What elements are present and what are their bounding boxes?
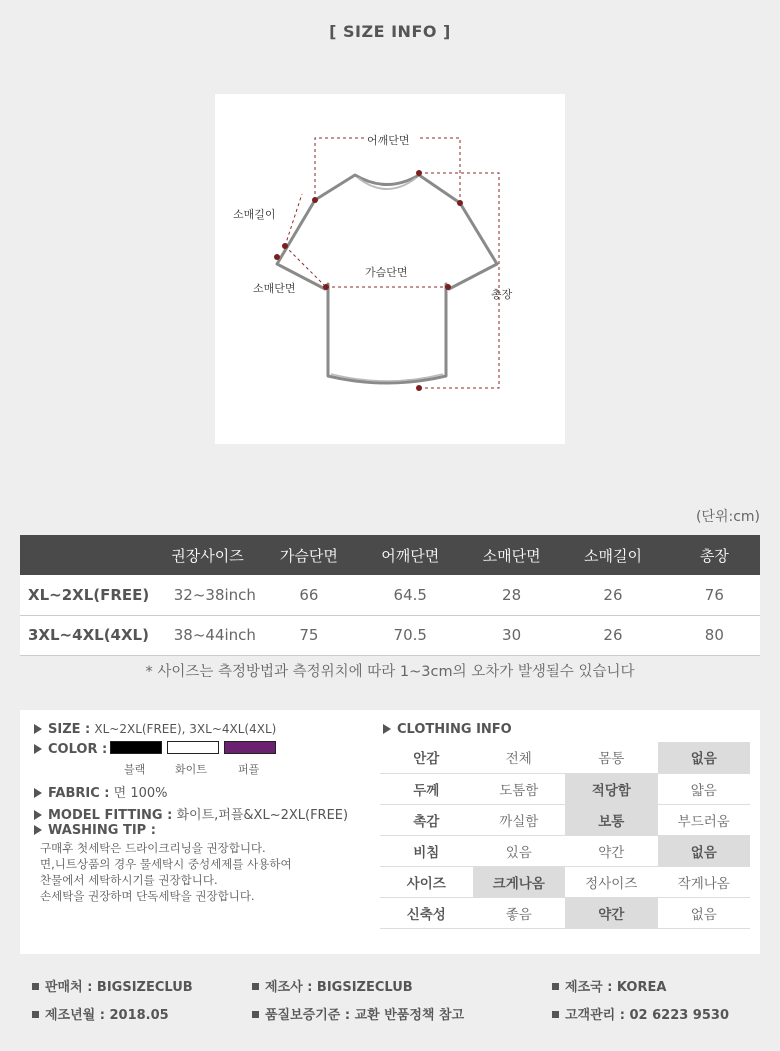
spec-size-value: XL~2XL(FREE), 3XL~4XL(4XL) xyxy=(94,722,277,736)
spec-washing xyxy=(34,823,156,838)
washing-line: 찬물에서 세탁하시기를 권장합니다. xyxy=(40,873,218,887)
footer-country xyxy=(552,976,666,995)
spec-size-label: SIZE : xyxy=(48,722,91,737)
clothing-info-label: 촉감 xyxy=(380,804,473,835)
clothing-info-title-text: CLOTHING INFO xyxy=(397,722,512,737)
unit-label: (단위:cm) xyxy=(695,509,760,525)
clothing-info-row xyxy=(380,835,750,866)
square-bullet-icon xyxy=(32,1011,39,1018)
clothing-info-option: 까실함 xyxy=(473,804,566,835)
square-bullet-icon xyxy=(552,983,559,990)
clothing-info-option: 부드러움 xyxy=(658,804,751,835)
header-total-length: 총장 xyxy=(699,546,729,565)
size-table-header xyxy=(20,535,760,575)
clothing-info-label: 비침 xyxy=(380,835,473,866)
color-swatch-purple xyxy=(224,741,276,754)
page-title: [ SIZE INFO ] xyxy=(329,22,451,41)
total-length-value: 76 xyxy=(669,575,760,615)
sleeve-width-value: 28 xyxy=(466,575,557,615)
clothing-info-option: 작게나옴 xyxy=(658,866,751,897)
clothing-info-row xyxy=(380,773,750,804)
color-name-purple: 퍼플 xyxy=(238,763,260,776)
triangle-bullet-icon xyxy=(34,788,42,798)
recommended-size: 38~44inch xyxy=(152,615,264,655)
spec-size xyxy=(34,722,276,737)
table-row xyxy=(20,615,760,655)
clothing-info-option: 있음 xyxy=(473,835,566,866)
clothing-info-option: 전체 xyxy=(473,742,566,773)
clothing-info-row xyxy=(380,742,750,773)
spec-color xyxy=(34,742,107,757)
spec-fabric-value: 면 100% xyxy=(113,786,168,801)
chest-value: 66 xyxy=(263,575,354,615)
clothing-info-option-selected: 보통 xyxy=(565,804,658,835)
table-row xyxy=(20,575,760,615)
shoulder-value: 70.5 xyxy=(354,615,466,655)
footer-maker xyxy=(252,976,413,995)
square-bullet-icon xyxy=(252,983,259,990)
triangle-bullet-icon xyxy=(34,825,42,835)
label-shoulder: 어깨단면 xyxy=(367,134,410,147)
clothing-info-option: 몸통 xyxy=(565,742,658,773)
clothing-info-option-selected: 적당함 xyxy=(565,773,658,804)
sleeve-length-value: 26 xyxy=(557,615,669,655)
clothing-info-label: 신축성 xyxy=(380,897,473,928)
footer-date xyxy=(32,1004,169,1023)
clothing-info-table xyxy=(380,742,750,929)
clothing-info-option-selected: 없음 xyxy=(658,835,751,866)
sleeve-length-value: 26 xyxy=(557,575,669,615)
measurement-note: * 사이즈는 측정방법과 측정위치에 따라 1~3cm의 오차가 발생될수 있습니다 xyxy=(145,664,635,680)
clothing-info-label: 안감 xyxy=(380,742,473,773)
footer-quality xyxy=(252,1004,464,1023)
footer-cs-text: 고객관리 : 02 6223 9530 xyxy=(565,1008,729,1023)
footer-quality-text: 품질보증기준 : 교환 반품정책 참고 xyxy=(265,1008,465,1023)
washing-line: 손세탁을 권장하며 단독세탁을 권장합니다. xyxy=(40,889,255,903)
clothing-info-label: 사이즈 xyxy=(380,866,473,897)
square-bullet-icon xyxy=(32,983,39,990)
footer-maker-text: 제조사 : BIGSIZECLUB xyxy=(265,980,413,995)
shoulder-value: 64.5 xyxy=(354,575,466,615)
tshirt-diagram xyxy=(215,94,565,444)
label-sleeve-width: 소매단면 xyxy=(253,282,296,295)
recommended-size: 32~38inch xyxy=(152,575,264,615)
washing-line: 구매후 첫세탁은 드라이크리닝을 권장합니다. xyxy=(40,841,266,855)
footer-date-text: 제조년월 : 2018.05 xyxy=(45,1008,169,1023)
spec-color-label: COLOR : xyxy=(48,742,108,757)
footer-seller xyxy=(32,976,193,995)
clothing-info-option: 약간 xyxy=(565,835,658,866)
washing-line: 면,니트상품의 경우 물세탁시 중성세제를 사용하여 xyxy=(40,857,292,871)
header-sleeve-width: 소매단면 xyxy=(482,546,541,565)
spec-washing-label: WASHING TIP : xyxy=(48,823,156,838)
clothing-info-title xyxy=(383,722,512,737)
spec-model-value: 화이트,퍼플&XL~2XL(FREE) xyxy=(176,808,349,823)
clothing-info-option: 좋음 xyxy=(473,897,566,928)
footer-cs xyxy=(552,1004,729,1023)
product-info-box xyxy=(20,710,760,954)
clothing-info-option: 정사이즈 xyxy=(565,866,658,897)
total-length-value: 80 xyxy=(669,615,760,655)
spec-fabric-label: FABRIC : xyxy=(48,786,110,801)
size-table xyxy=(20,535,760,656)
clothing-info-option: 얇음 xyxy=(658,773,751,804)
label-total-length: 총장 xyxy=(491,288,513,301)
square-bullet-icon xyxy=(552,1011,559,1018)
square-bullet-icon xyxy=(252,1011,259,1018)
header-recommended: 권장사이즈 xyxy=(171,546,244,565)
footer-country-text: 제조국 : KOREA xyxy=(565,980,667,995)
footer-seller-text: 판매처 : BIGSIZECLUB xyxy=(45,980,193,995)
size-name: 3XL~4XL(4XL) xyxy=(20,615,152,655)
header-shoulder: 어깨단면 xyxy=(381,546,440,565)
header-chest: 가슴단면 xyxy=(279,546,338,565)
color-name-black: 블랙 xyxy=(124,763,146,776)
size-name: XL~2XL(FREE) xyxy=(20,575,152,615)
sleeve-width-value: 30 xyxy=(466,615,557,655)
triangle-bullet-icon xyxy=(34,724,42,734)
triangle-bullet-icon xyxy=(383,724,391,734)
header-blank xyxy=(20,535,152,575)
triangle-bullet-icon xyxy=(34,744,42,754)
color-swatch-white xyxy=(167,741,219,754)
label-chest: 가슴단면 xyxy=(365,266,408,279)
header-sleeve-length: 소매길이 xyxy=(583,546,642,565)
clothing-info-option: 없음 xyxy=(658,897,751,928)
triangle-bullet-icon xyxy=(34,810,42,820)
color-name-white: 화이트 xyxy=(175,763,207,776)
clothing-info-option: 도톰함 xyxy=(473,773,566,804)
color-swatch-black xyxy=(110,741,162,754)
spec-model-label: MODEL FITTING : xyxy=(48,808,173,823)
spec-fabric xyxy=(34,782,167,801)
clothing-info-row xyxy=(380,804,750,835)
clothing-info-row xyxy=(380,866,750,897)
label-sleeve-length: 소매길이 xyxy=(233,208,276,221)
clothing-info-row xyxy=(380,897,750,928)
spec-model-fitting xyxy=(34,804,348,823)
chest-value: 75 xyxy=(263,615,354,655)
clothing-info-label: 두께 xyxy=(380,773,473,804)
clothing-info-option-selected: 크게나옴 xyxy=(473,866,566,897)
clothing-info-option-selected: 약간 xyxy=(565,897,658,928)
clothing-info-option-selected: 없음 xyxy=(658,742,751,773)
